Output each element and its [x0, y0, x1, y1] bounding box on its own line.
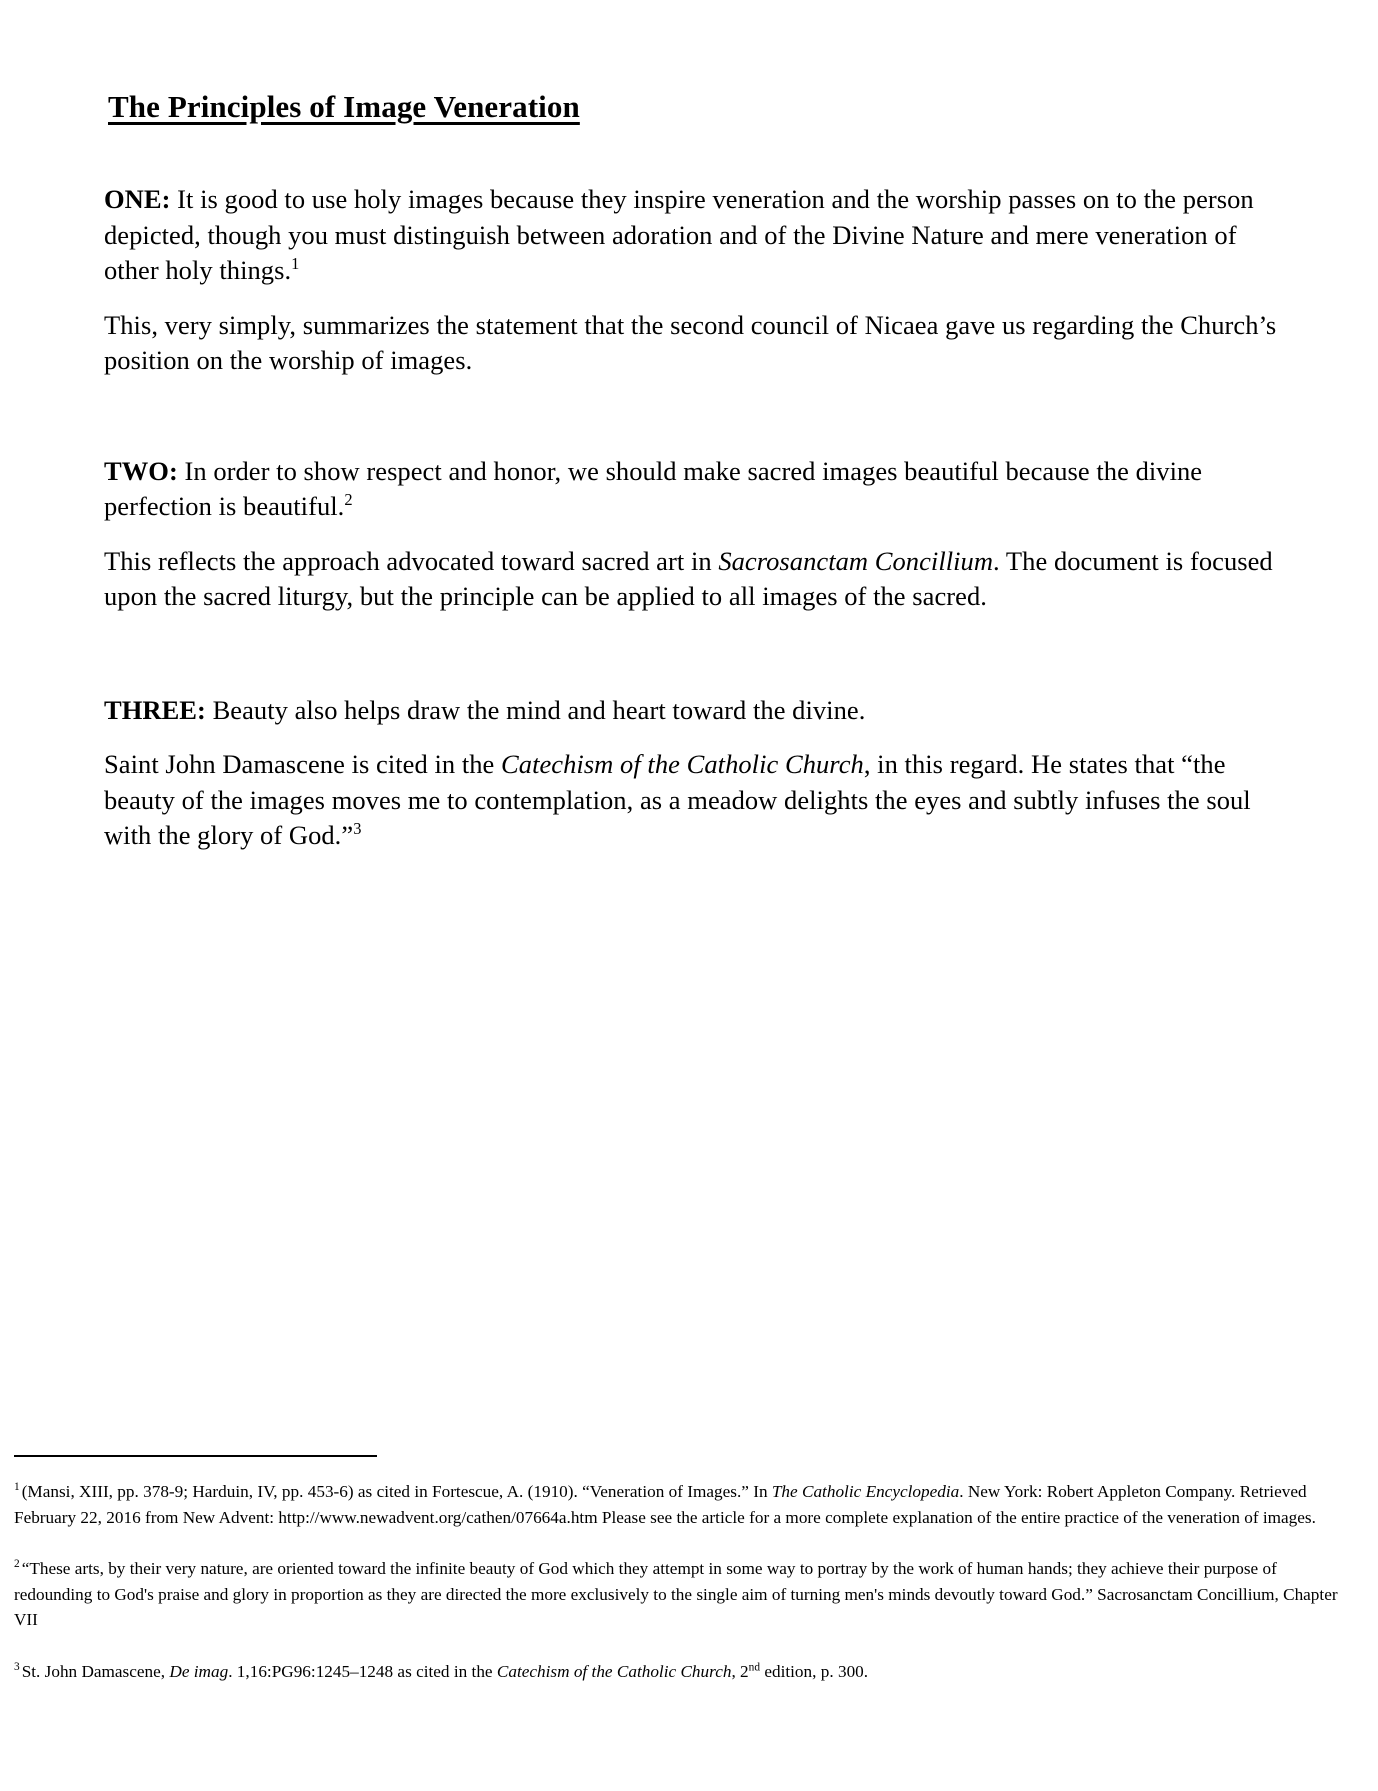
title-sacrosanctam-concillium: Sacrosanctam Concillium [718, 545, 994, 576]
footnote-3-part3: , 2 [731, 1661, 749, 1681]
footnote-3-part4: edition, p. 300. [760, 1661, 869, 1681]
title-catechism-of-the-catholic-church: Catechism of the Catholic Church [501, 749, 864, 779]
footnote-ref-2[interactable]: 2 [344, 490, 353, 510]
paragraph-principle-one [104, 182, 1294, 289]
footnote-1-italic-title: The Catholic Encyclopedia [771, 1482, 960, 1501]
footnote-2 [14, 1556, 1354, 1633]
paragraph-principle-two [104, 454, 1294, 525]
principle-one-lead: ONE: [104, 184, 171, 214]
spacer [104, 289, 1294, 308]
paragraph-three-commentary [104, 747, 1294, 854]
commentary-three-part1: Saint John Damascene is cited in the [104, 749, 502, 779]
paragraph-one-commentary: This, very simply, summarizes the statement that the second council of Nicaea gave us regarding the Church’s position on the worship of images. [104, 309, 1277, 375]
footnote-3-part2: . 1,16:PG96:1245–1248 as cited in the [228, 1661, 497, 1681]
commentary-two-part2: . The document is focused upon the sacred liturgy, but the principle can be applied to all images of the sacred. [104, 545, 1273, 611]
principle-one-text: It is good to use holy images because they inspire veneration and the worship passes on to the person depicted, though you must distinguish between adoration and of the Divine Nature and mere veneration of other holy things. [104, 184, 1254, 285]
document-body [104, 182, 1294, 854]
footnote-1 [14, 1479, 1354, 1530]
footnote-3-marker: 3 [14, 1660, 20, 1673]
footnote-2-part1: “These arts, by their very nature, are oriented toward the infinite beauty of God which they attempt in some way to portray by the work of human hands; they achieve their purpose of redounding to God's praise and glory in proportion as they are directed the more exclusively to the single aim of turning men's minds devoutly toward God.” Sacrosanctam Concillium, Chapter VII [14, 1559, 1338, 1629]
footnote-1-part1: (Mansi, XIII, pp. 378-9; Harduin, IV, pp. 453-6) as cited in Fortescue, A. (1910). “Veneration of Images.” In [21, 1482, 772, 1501]
spacer [104, 615, 1294, 693]
footnote-3-italic-catechism: Catechism of the Catholic Church [496, 1661, 732, 1681]
footnote-3 [14, 1659, 1354, 1685]
principle-two-text: In order to show respect and honor, we should make sacred images beautiful because the divine perfection is beautiful. [104, 455, 1203, 521]
footnote-1-marker: 1 [14, 1481, 20, 1494]
paragraph-principle-three [104, 693, 1294, 729]
principle-three-text: Beauty also helps draw the mind and heart toward the divine. [205, 694, 866, 725]
footnote-separator-rule [14, 1455, 377, 1457]
footnotes-section [14, 1455, 1364, 1684]
footnote-1-part2: . New York: Robert Appleton Company. Retrieved February 22, 2016 from New Advent: http://www.newadvent.org/cathen/07664a.htm Please see the article for a more complete explanation of the entire practice of the veneration of images. [14, 1482, 1316, 1527]
principle-two-lead: TWO: [104, 455, 178, 486]
spacer [104, 525, 1294, 544]
footnote-2-marker: 2 [14, 1558, 20, 1571]
footnote-3-ordinal-suffix: nd [748, 1660, 761, 1673]
footnote-3-part1: St. John Damascene, [21, 1661, 170, 1681]
spacer [104, 728, 1294, 747]
paragraph-two-commentary [104, 544, 1294, 615]
footnote-3-italic-de-imag: De imag [169, 1661, 229, 1681]
page-title: The Principles of Image Veneration [108, 88, 580, 124]
footnote-ref-1[interactable]: 1 [291, 254, 300, 274]
footnote-ref-3[interactable]: 3 [353, 819, 362, 839]
commentary-three-part2: , in this regard. He states that “the beauty of the images moves me to contemplation, as a meadow delights the eyes and subtly infuses the soul with the glory of God.” [104, 749, 1251, 850]
principle-three-lead: THREE: [104, 694, 206, 725]
spacer [104, 379, 1294, 454]
commentary-two-part1: This reflects the approach advocated toward sacred art in [104, 545, 719, 576]
